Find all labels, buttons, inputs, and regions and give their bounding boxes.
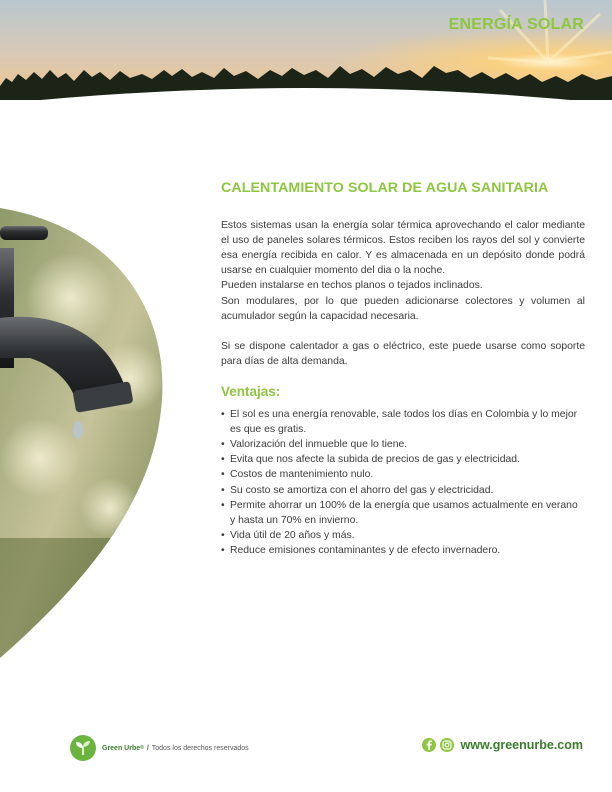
section-label: ENERGÍA SOLAR xyxy=(448,16,584,33)
main-content xyxy=(221,181,585,558)
list-item: • Reduce emisiones contaminantes y de efecto invernadero. xyxy=(221,543,585,558)
instagram-icon[interactable] xyxy=(440,738,454,752)
footer-contact xyxy=(422,738,583,752)
brand-name: Green Urbe xyxy=(102,744,141,752)
list-item: • Valorización del inmueble que lo tiene. xyxy=(221,437,585,452)
list-item: • Evita que nos afecte la subida de precios de gas y electricidad. xyxy=(221,452,585,467)
modular-paragraph: Son modulares, por lo que pueden adicionarse colectores y volumen al acumulador según la capacidad necesaria. xyxy=(221,295,585,322)
footer-brand xyxy=(70,735,249,761)
list-item: • El sol es una energía renovable, sale todos los días en Colombia y lo mejor es que es gratis. xyxy=(221,407,585,437)
list-item: • Costos de mantenimiento nulo. xyxy=(221,467,585,482)
rights-text: Todos los derechos reservados xyxy=(151,744,249,752)
registered-mark: ® xyxy=(140,745,144,751)
website-link[interactable]: www.greenurbe.com xyxy=(460,738,583,752)
footer-separator: / xyxy=(146,744,149,752)
list-item: • Su costo se amortiza con el ahorro del gas y electricidad. xyxy=(221,483,585,498)
page-title: CALENTAMIENTO SOLAR DE AGUA SANITARIA xyxy=(221,180,549,196)
list-item: • Vida útil de 20 años y más. xyxy=(221,528,585,543)
benefits-list xyxy=(221,407,585,558)
facebook-icon[interactable] xyxy=(422,738,436,752)
leaf-logo-icon xyxy=(70,735,96,761)
benefits-title: Ventajas: xyxy=(221,383,281,399)
intro-paragraph: Estos sistemas usan la energía solar térmica aprovechando el calor mediante el uso de paneles solares térmicos. Estos reciben los rayos del sol y convierte esa energía recibida en calor. Y es almacenada en un depósito donde podrá usarse en cualquier momento del dia o la noche. xyxy=(221,220,585,277)
install-paragraph: Pueden instalarse en techos planos o tejados inclinados. xyxy=(221,280,483,292)
list-item: • Permite ahorrar un 100% de la energía que usamos actualmente en verano y hasta un 70% en invierno. xyxy=(221,498,585,528)
support-paragraph: Si se dispone calentador a gas o eléctrico, este puede usarse como soporte para días de alta demanda. xyxy=(221,340,585,367)
faucet-photo xyxy=(0,208,170,658)
